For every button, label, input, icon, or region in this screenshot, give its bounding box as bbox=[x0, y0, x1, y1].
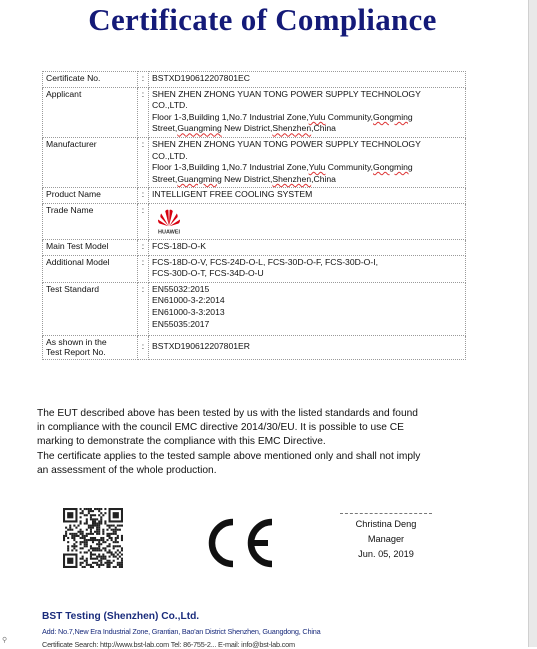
row-test-report-no bbox=[43, 336, 466, 360]
manufacturer-value bbox=[149, 137, 466, 187]
row-additional-model bbox=[43, 255, 466, 282]
address-line1: Floor 1-3,Building 1,No.7 Industrial Zone,Yulu Community,Gongming bbox=[152, 162, 413, 173]
separator: : bbox=[138, 137, 149, 187]
certificate-details-table bbox=[42, 71, 466, 360]
label: As shown in the Test Report No. bbox=[43, 336, 138, 360]
main-test-model: FCS-18D-O-K bbox=[149, 239, 466, 255]
compliance-statement: The EUT described above has been tested by us with the listed standards and found in compliance with the council EMC directive 2014/30/EU. It is possible to use CE marking to demonstrate the compliance with this EMC Directive. The certificate applies to the tested sample above mentioned only and shall not imply an assessment of the whole production. bbox=[37, 408, 421, 476]
page-edge bbox=[528, 0, 537, 647]
standard-item: EN61000-3-2:2014 bbox=[152, 295, 225, 306]
row-manufacturer bbox=[43, 137, 466, 187]
certificate-number: BSTXD190612207801EC bbox=[149, 72, 466, 88]
row-trade-name bbox=[43, 203, 466, 239]
separator: : bbox=[138, 336, 149, 360]
separator: : bbox=[138, 239, 149, 255]
row-product-name bbox=[43, 188, 466, 204]
address-line2: Street,Guangming New District,Shenzhen,China bbox=[152, 123, 336, 134]
huawei-logo bbox=[152, 207, 186, 235]
row-test-standard bbox=[43, 282, 466, 335]
additional-models bbox=[149, 255, 466, 282]
row-certificate-no bbox=[43, 72, 466, 88]
company-name-line2: CO.,LTD. bbox=[152, 100, 188, 111]
company-name-line1: SHEN ZHEN ZHONG YUAN TONG POWER SUPPLY TECHNOLOGY bbox=[152, 88, 421, 99]
separator: : bbox=[138, 255, 149, 282]
separator: : bbox=[138, 188, 149, 204]
separator: : bbox=[138, 282, 149, 335]
trade-name-value bbox=[149, 203, 466, 239]
separator: : bbox=[138, 203, 149, 239]
company-name-line2: CO.,LTD. bbox=[152, 150, 188, 161]
signatory-role: Manager bbox=[367, 534, 405, 544]
test-standards bbox=[149, 282, 466, 335]
label: Test Standard bbox=[43, 282, 138, 335]
label: Certificate No. bbox=[43, 72, 138, 88]
separator: : bbox=[138, 87, 149, 137]
label: Product Name bbox=[43, 188, 138, 204]
label: Trade Name bbox=[43, 203, 138, 239]
model-line2: FCS-30D-O-T, FCS-34D-O-U bbox=[152, 268, 264, 279]
standard-item: EN55035:2017 bbox=[152, 318, 210, 329]
signatory-name: Christina Deng bbox=[355, 519, 417, 529]
signature-date: Jun. 05, 2019 bbox=[358, 549, 414, 559]
issuer-company: BST Testing (Shenzhen) Co.,Ltd. bbox=[42, 611, 200, 622]
address-line1: Floor 1-3,Building 1,No.7 Industrial Zone,Yulu Community,Gongming bbox=[152, 111, 413, 122]
label: Applicant bbox=[43, 87, 138, 137]
separator: : bbox=[138, 72, 149, 88]
qr-code bbox=[63, 508, 123, 568]
row-applicant bbox=[43, 87, 466, 137]
applicant-value bbox=[149, 87, 466, 137]
label: Main Test Model bbox=[43, 239, 138, 255]
model-line1: FCS-18D-O-V, FCS-24D-O-L, FCS-30D-O-F, FCS-30D-O-I, bbox=[152, 256, 379, 267]
label: Manufacturer bbox=[43, 137, 138, 187]
footer-contact-line: Certificate Search: http://www.bst-lab.com Tel: 86-755-2... E-mail: info@bst-lab.com bbox=[42, 640, 295, 649]
label: Additional Model bbox=[43, 255, 138, 282]
test-report-number: BSTXD190612207801ER bbox=[149, 336, 466, 360]
product-name: INTELLIGENT FREE COOLING SYSTEM bbox=[149, 188, 466, 204]
company-name-line1: SHEN ZHEN ZHONG YUAN TONG POWER SUPPLY TECHNOLOGY bbox=[152, 138, 421, 149]
address-line2: Street,Guangming New District,Shenzhen,China bbox=[152, 173, 336, 184]
ce-mark bbox=[200, 515, 278, 571]
issuer-address: Add: No.7,New Era Industrial Zone, Grantian, Bao'an District Shenzhen, Guangdong, China bbox=[42, 627, 321, 636]
row-main-test-model bbox=[43, 239, 466, 255]
standard-item: EN61000-3-3:2013 bbox=[152, 306, 225, 317]
standard-item: EN55032:2015 bbox=[152, 283, 210, 294]
signature-line bbox=[340, 513, 432, 514]
svg-text:HUAWEI: HUAWEI bbox=[158, 229, 180, 235]
certificate-title: Certificate of Compliance bbox=[88, 2, 437, 37]
link-icon: ⚲ bbox=[2, 637, 8, 644]
